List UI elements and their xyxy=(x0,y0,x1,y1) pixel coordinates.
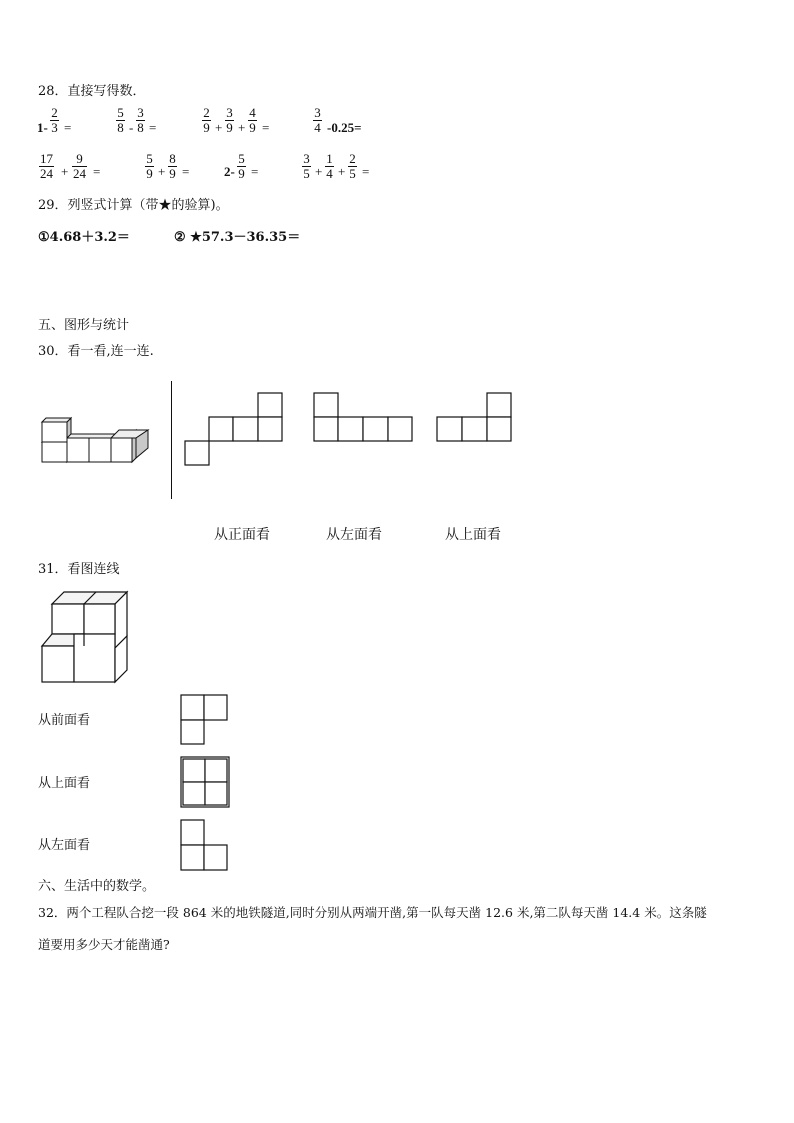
equals-sign: = xyxy=(251,164,259,179)
q31-cube-figure xyxy=(40,590,130,686)
plus-sign: + xyxy=(158,164,166,179)
q30-view-option-2 xyxy=(313,392,415,444)
plus-sign: + xyxy=(215,120,223,135)
fraction: 5 9 xyxy=(238,151,245,181)
equals-sign: = xyxy=(93,164,101,179)
q31-view-left-label: 从左面看 xyxy=(38,838,91,853)
fraction: 2 9 xyxy=(203,105,210,135)
fraction: 1 4 xyxy=(326,151,333,181)
plus-sign: + xyxy=(61,164,69,179)
fraction: 9 24 xyxy=(73,151,86,181)
q28-r1-d-tail: -0.25= xyxy=(327,120,362,135)
q28-r1-a-lead: 1- xyxy=(37,120,48,135)
q29-item-2: ② ★57.3－36.35＝ xyxy=(174,230,301,245)
equals-sign: = xyxy=(182,164,190,179)
fraction: 8 9 xyxy=(169,151,176,181)
q31-view-front-label: 从前面看 xyxy=(38,713,91,728)
q29-item-1: ①4.68＋3.2＝ xyxy=(38,230,130,245)
q30-label-front: 从正面看 xyxy=(214,527,270,543)
q30-label-top: 从上面看 xyxy=(445,527,501,543)
fraction: 2 3 xyxy=(51,105,58,135)
fraction: 17 24 xyxy=(40,151,53,181)
plus-sign: + xyxy=(315,164,323,179)
vertical-divider xyxy=(171,381,172,499)
q30-view-option-1 xyxy=(184,392,284,467)
q31-view-top-label: 从上面看 xyxy=(38,776,91,791)
fraction: 3 8 xyxy=(137,105,144,135)
fraction: 5 9 xyxy=(146,151,153,181)
minus-sign: - xyxy=(129,120,134,135)
q32-text-line-2: 道要用多少天才能凿通? xyxy=(38,937,170,952)
equals-sign: = xyxy=(149,120,157,135)
fraction: 3 5 xyxy=(303,151,310,181)
fraction: 2 5 xyxy=(349,151,356,181)
equals-sign: = xyxy=(362,164,370,179)
fraction: 3 9 xyxy=(226,105,233,135)
section-6-heading: 六、生活中的数学。 xyxy=(38,879,156,894)
q30-title: 30．看一看,连一连. xyxy=(38,344,154,359)
equals-sign: = xyxy=(64,120,72,135)
q31-title: 31．看图连线 xyxy=(38,562,120,577)
q28-title: 28．直接写得数． xyxy=(38,84,146,99)
q28-r2-c-lead: 2- xyxy=(224,164,235,179)
q30-cube-assembly-figure xyxy=(40,414,155,466)
q31-view-shape-3 xyxy=(180,819,230,873)
fraction: 5 8 xyxy=(117,105,124,135)
q31-view-shape-2 xyxy=(180,756,232,810)
q30-view-option-3 xyxy=(436,392,514,444)
q30-label-left: 从左面看 xyxy=(326,527,382,543)
q29-title: 29．列竖式计算（带★的验算)。 xyxy=(38,198,229,213)
section-5-heading: 五、图形与统计 xyxy=(38,318,130,333)
fraction: 3 4 xyxy=(314,105,321,135)
q31-view-shape-1 xyxy=(180,694,230,746)
fraction: 4 9 xyxy=(249,105,256,135)
q32-text-line-1: 32．两个工程队合挖一段 864 米的地铁隧道,同时分别从两端开凿,第一队每天凿 12.6 米,第二队每天凿 14.4 米。这条隧 xyxy=(38,905,707,920)
plus-sign: + xyxy=(238,120,246,135)
plus-sign: + xyxy=(338,164,346,179)
equals-sign: = xyxy=(262,120,270,135)
